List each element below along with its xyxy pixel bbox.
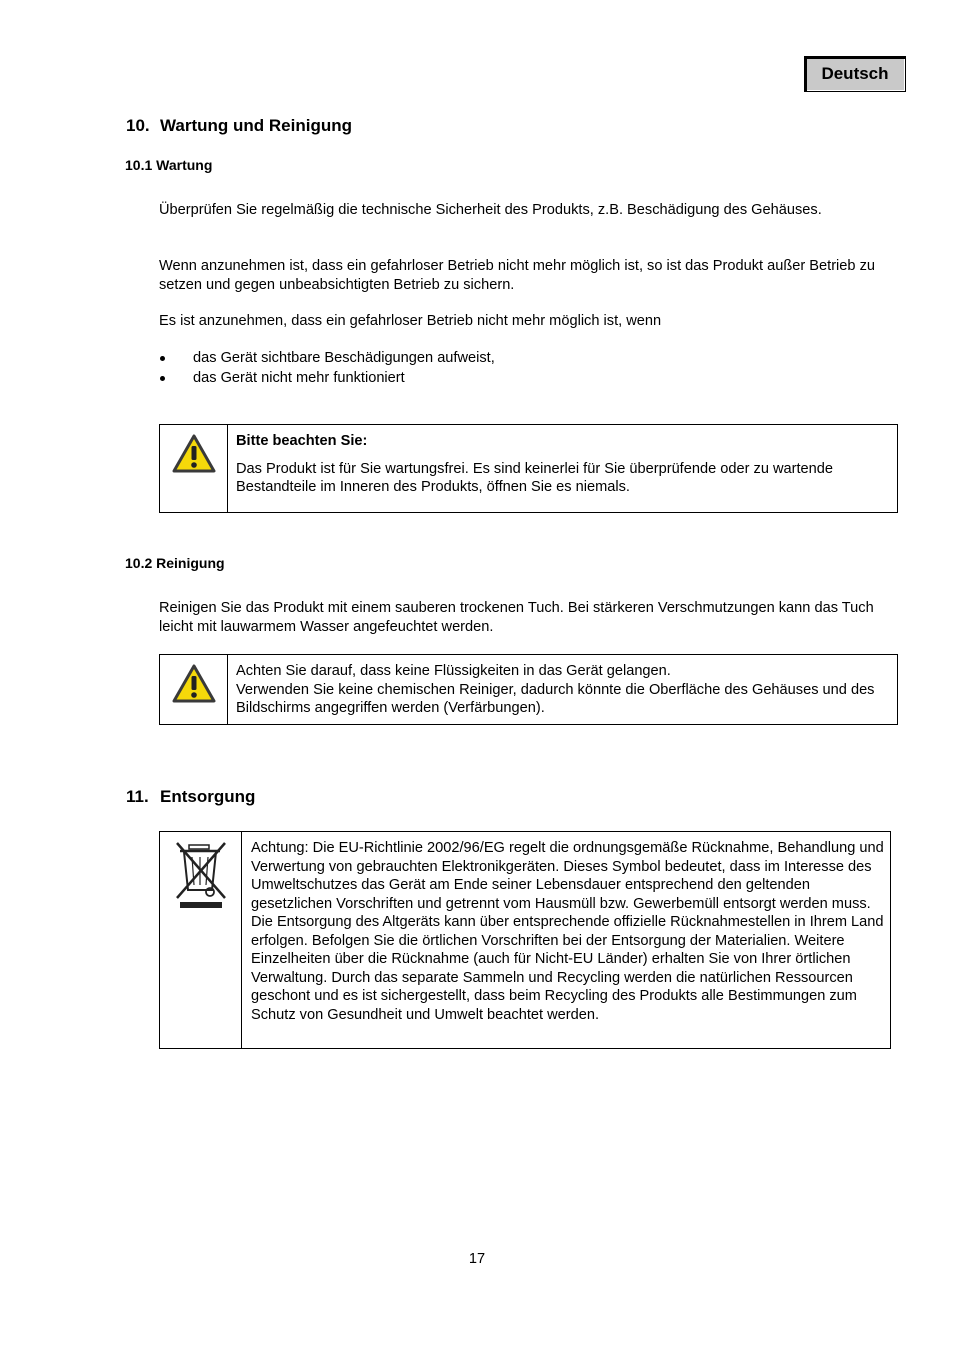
maintenance-notice-text-cell: [228, 425, 891, 512]
crossed-out-wheelie-bin-icon: [170, 840, 232, 910]
warning-triangle-icon: [172, 664, 216, 704]
page-number: 17: [468, 1251, 486, 1267]
cleaning-notice-box: [159, 654, 898, 725]
section-11-title: Entsorgung: [160, 787, 256, 806]
list-item: das Gerät nicht mehr funktioniert: [159, 369, 495, 389]
disposal-notice-text: Achtung: Die EU-Richtlinie 2002/96/EG regelt die ordnungsgemäße Rücknahme, Behandlung und Verwertung von gebrauchten Elektronikgeräten. Dieses Symbol bedeutet, dass im Interesse des Umweltschutzes das Gerät am Ende seiner Lebensdauer entsprechend den geltenden gesetzlichen Vorschriften und getrennt vom Hausmüll bzw. Gewerbemüll entsorgt werden muss. Die Entsorgung des Altgeräts kann über entsprechende offizielle Rücknahmestellen in Ihrem Land erfolgen. Befolgen Sie die örtlichen Vorschriften bei der Entsorgung der Materialien. Weitere Einzelheiten über die Rücknahme (auch für Nicht-EU Länder) erhalten Sie von Ihrer örtlichen Verwaltung. Durch das separate Sammeln und Recycling werden die natürlichen Ressourcen geschont und es ist sichergestellt, dass beim Recycling des Produkts alle Bestimmungen zum Schutz von Gesundheit und Umwelt beachtet werden.: [251, 840, 884, 1023]
subsection-10-1-title: 10.1 Wartung: [125, 157, 213, 173]
list-item: das Gerät sichtbare Beschädigungen aufweist,: [159, 349, 495, 369]
maintenance-notice-box: [159, 424, 898, 513]
cleaning-notice-icon-cell: [160, 655, 228, 724]
maintenance-paragraph-2: Wenn anzunehmen ist, dass ein gefahrloser Betrieb nicht mehr möglich ist, so ist das Produkt außer Betrieb zu setzen und gegen unbeabsichtigten Betrieb zu sichern.: [159, 258, 875, 293]
notice-line-1: Achten Sie darauf, dass keine Flüssigkeiten in das Gerät gelangen.: [236, 663, 671, 679]
notice-text: Das Produkt ist für Sie wartungsfrei. Es sind keinerlei für Sie überprüfende oder zu wartende Bestandteile im Inneren des Produkts, öffnen Sie es niemals.: [236, 460, 834, 495]
section-11-number: 11.: [126, 787, 149, 806]
maintenance-paragraph-3: Es ist anzunehmen, dass ein gefahrloser Betrieb nicht mehr möglich ist, wenn: [159, 313, 662, 329]
disposal-notice-icon-cell: [160, 832, 242, 1048]
section-10-heading: [126, 116, 352, 136]
maintenance-paragraph-1: Überprüfen Sie regelmäßig die technische Sicherheit des Produkts, z.B. Beschädigung des Gehäuses.: [159, 202, 822, 218]
disposal-notice-box: [159, 831, 891, 1049]
subsection-10-2-title: 10.2 Reinigung: [125, 555, 225, 571]
disposal-notice-text-cell: [242, 832, 886, 1048]
notice-line-2: Verwenden Sie keine chemischen Reiniger, dadurch könnte die Oberfläche des Gehäuses und des Bildschirms angegriffen werden (Verfärbungen).: [236, 681, 875, 716]
condition-list: [159, 349, 495, 388]
warning-triangle-icon: [172, 434, 216, 474]
section-10-title: Wartung und Reinigung: [160, 116, 352, 135]
cleaning-paragraph: Reinigen Sie das Produkt mit einem sauberen trockenen Tuch. Bei stärkeren Verschmutzungen kann das Tuch leicht mit lauwarmem Wasser angefeuchtet werden.: [159, 600, 874, 635]
section-11-heading: [126, 787, 255, 807]
notice-title: Bitte beachten Sie:: [236, 433, 368, 449]
cleaning-notice-text-cell: [228, 655, 891, 724]
maintenance-notice-icon-cell: [160, 425, 228, 512]
language-badge: Deutsch: [804, 56, 906, 92]
section-10-number: 10.: [126, 116, 150, 135]
